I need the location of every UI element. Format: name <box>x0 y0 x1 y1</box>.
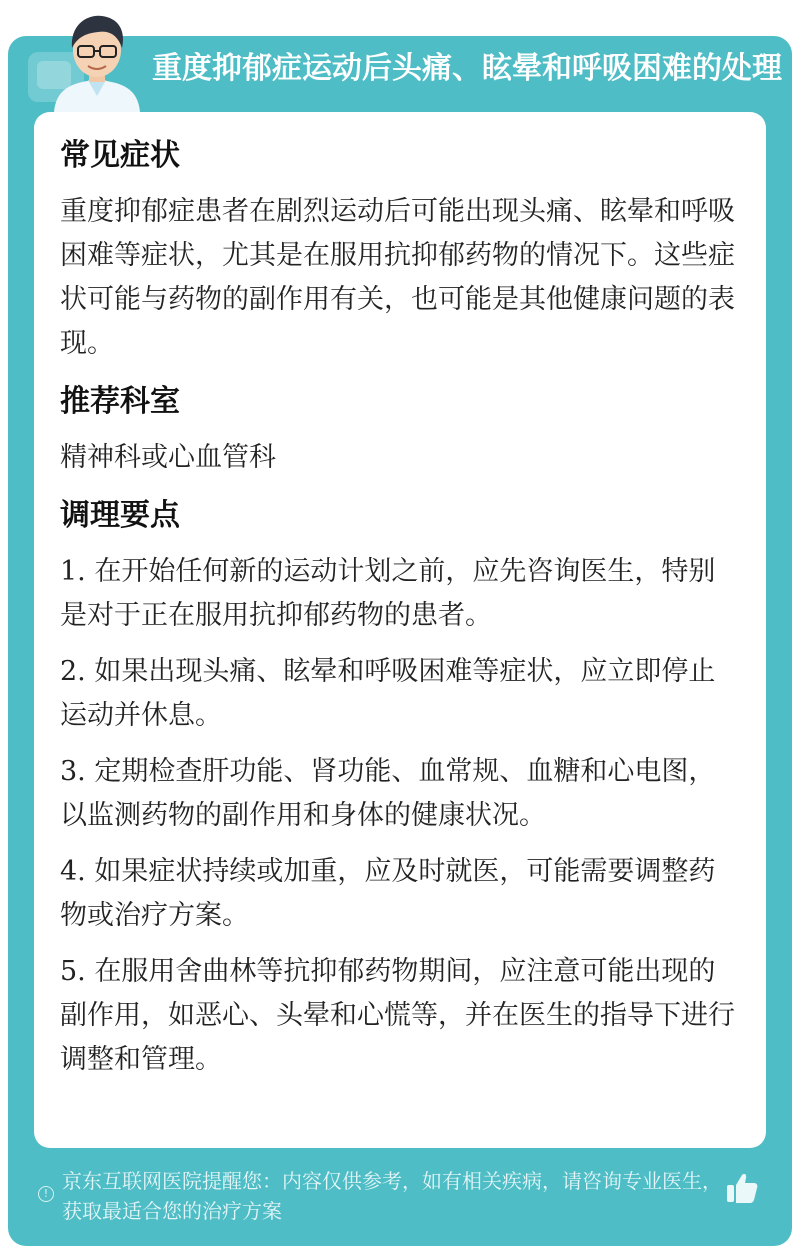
list-item <box>60 750 740 838</box>
thumbs-up-icon[interactable] <box>724 1170 760 1206</box>
content-card <box>34 112 766 1148</box>
disclaimer-text: 京东互联网医院提醒您：内容仅供参考，如有相关疾病，请咨询专业医生，获取最适合您的治疗方案 <box>62 1169 722 1223</box>
list-item-text: 如果出现头痛、眩晕和呼吸困难等症状，应立即停止运动并休息。 <box>60 656 716 731</box>
department-paragraph: 精神科或心血管科 <box>60 442 276 473</box>
doctor-avatar <box>48 6 146 112</box>
list-item <box>60 850 740 938</box>
list-item-number: 4. <box>60 856 86 887</box>
section-heading-care-points: 调理要点 <box>60 498 180 533</box>
list-item-number: 5. <box>60 956 86 987</box>
list-item-text: 定期检查肝功能、肾功能、血常规、血糖和心电图，以监测药物的副作用和身体的健康状况。 <box>60 756 716 831</box>
list-item-number: 3. <box>60 756 86 787</box>
list-item <box>60 950 740 1082</box>
list-item <box>60 650 740 738</box>
section-heading-department: 推荐科室 <box>60 384 180 419</box>
list-item-text: 在开始任何新的运动计划之前，应先咨询医生，特别是对于正在服用抗抑郁药物的患者。 <box>60 556 716 631</box>
info-icon: ! <box>38 1186 54 1202</box>
list-item-text: 如果症状持续或加重，应及时就医，可能需要调整药物或治疗方案。 <box>60 856 716 931</box>
symptoms-paragraph: 重度抑郁症患者在剧烈运动后可能出现头痛、眩晕和呼吸困难等症状，尤其是在服用抗抑郁药物的情况下。这些症状可能与药物的副作用有关，也可能是其他健康问题的表现。 <box>60 196 735 359</box>
page-title: 重度抑郁症运动后头痛、眩晕和呼吸困难的处理 <box>152 52 782 86</box>
list-item-number: 2. <box>60 656 86 687</box>
list-item <box>60 550 740 638</box>
list-item-number: 1. <box>60 556 86 587</box>
section-heading-symptoms: 常见症状 <box>60 138 180 173</box>
list-item-text: 在服用舍曲林等抗抑郁药物期间，应注意可能出现的副作用，如恶心、头晕和心慌等，并在医生的指导下进行调整和管理。 <box>60 956 735 1075</box>
